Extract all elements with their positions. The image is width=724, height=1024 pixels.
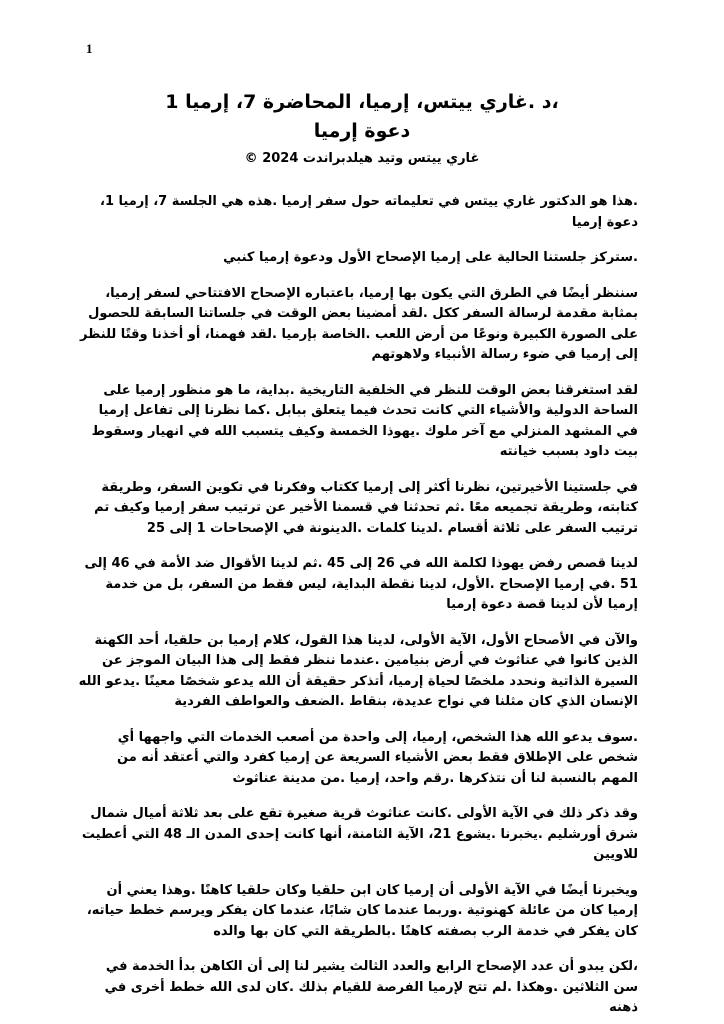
paragraph: .هذا هو الدكتور غاري ييتس في تعليماته حول سفر إرميا .هذه هي الجلسة 7، إرميا 1، دعوة إرميا	[99, 194, 638, 230]
paragraph: .سوف يدعو الله هذا الشخص، إرميا، إلى واحدة من أصعب الخدمات التي واجهها أي شخص على الإطلاق فقط بعض الأشياء السريعة عن إرميا كفرد والتي أعتقد أنه من المهم بالنسبة لنا أن نتذكرها .رقم واحد، إرميا .من مدينة عناثوث	[117, 729, 638, 786]
page-number: 1	[86, 41, 93, 56]
paragraph: .ستركز جلستنا الحالية على إرميا الإصحاح الأول ودعوة إرميا كنبي	[223, 250, 638, 265]
paragraph: سننظر أيضًا في الطرق التي يكون بها إرميا، باعتباره الإصحاح الافتتاحي لسفر إرميا، بمثابة مقدمة لرسالة السفر ككل .لقد أمضينا بعض الوقت في جلساتنا السابقة للحصول على الصورة الكبيرة ونوعًا من أرض اللعب .الخاصة بإرميا .لقد فهمنا، أو أخذنا وقتًا للنظر إلى إرميا في ضوء رسالة الأنبياء ولاهوتهم	[80, 285, 638, 362]
document-subtitle: دعوة إرميا	[313, 120, 411, 142]
paragraph: ويخبرنا أيضًا في الآية الأولى أن إرميا كان ابن حلقيا وكان حلقيا كاهنًا .وهذا يعني أن إرميا كان من عائلة كهنوتية .وربما عندما كان شابًا، عندما كان يفكر ويرسم خطط حياته، كان يفكر في خدمة الرب بصفته كاهنًا .بالطريقة التي كان بها والده	[86, 882, 638, 939]
paragraph: والآن في الأصحاح الأول، الآية الأولى، لدينا هذا القول، كلام إرميا بن حلقيا، أحد الكهنة الذين كانوا في عناثوث في أرض بنيامين .عندما ننظر فقط إلى هذا البيان الموجز عن السيرة الذاتية ونحدد ملخصًا لحياة إرميا، أتذكر حقيقة أن الله يدعو شخصًا معينًا .يدعو الله الإنسان الذي كان مثلنا في نواح عديدة، بنقاط .الضعف والعواطف الفردية	[78, 632, 638, 709]
paragraph: وقد ذكر ذلك في الآية الأولى .كانت عناثوث قرية صغيرة تقع على بعد ثلاثة أميال شمال شرق أورشليم .يخبرنا .يشوع 21، الآية الثامنة، أنها كانت إحدى المدن الـ 48 التي أعطيت للاويين	[81, 806, 638, 862]
paragraph: لقد استغرقنا بعض الوقت للنظر في الخلفية التاريخية .بداية، ما هو منظور إرميا على الساحة الدولية والأشياء التي كانت تحدث فيما يتعلق ببابل .كما نظرنا إلى تفاعل إرميا في المشهد المنزلي مع آخر ملوك .يهوذا الخمسة وكيف يتسبب الله في انهيار وسقوط بيت داود بسبب خيانته	[91, 382, 638, 459]
document-body	[78, 192, 638, 1019]
paragraph: في جلستينا الأخيرتين، نظرنا أكثر إلى إرميا ككتاب وفكرنا في تكوين السفر، وطريقة كتابته، وطريقة تجميعه معًا .ثم تحدثنا في قسمنا الأخير عن ترتيب سفر إرميا وكيف تم ترتيب السفر على ثلاثة أقسام .لدينا كلمات .الدينونة في الإصحاحات 1 إلى 25	[94, 479, 638, 536]
paragraph: لدينا قصص رفض يهوذا لكلمة الله في 26 إلى 45 .ثم لدينا الأقوال ضد الأمة في 46 إلى 51 .في إرميا الإصحاح .الأول، لدينا نقطة البداية، ليس فقط من السفر، بل من خدمة إرميا لأن لدينا قصة دعوة إرميا	[84, 556, 638, 612]
title-block	[0, 88, 724, 172]
document-title: ،د .غاري ييتس، إرميا، المحاضرة 7، إرميا 1	[165, 91, 559, 113]
paragraph: ،لكن يبدو أن عدد الإصحاح الرابع والعدد الثالث يشير لنا إلى أن الكاهن بدأ الخدمة في سن الثلاثين .وهكذا .لم تتح لإرميا الفرصة للقيام بذلك .كان لدى الله خطط أخرى في ذهنه	[104, 959, 638, 1015]
copyright-byline: غاري ييتس وتيد هيلدبراندت 2024 ©	[244, 151, 480, 166]
